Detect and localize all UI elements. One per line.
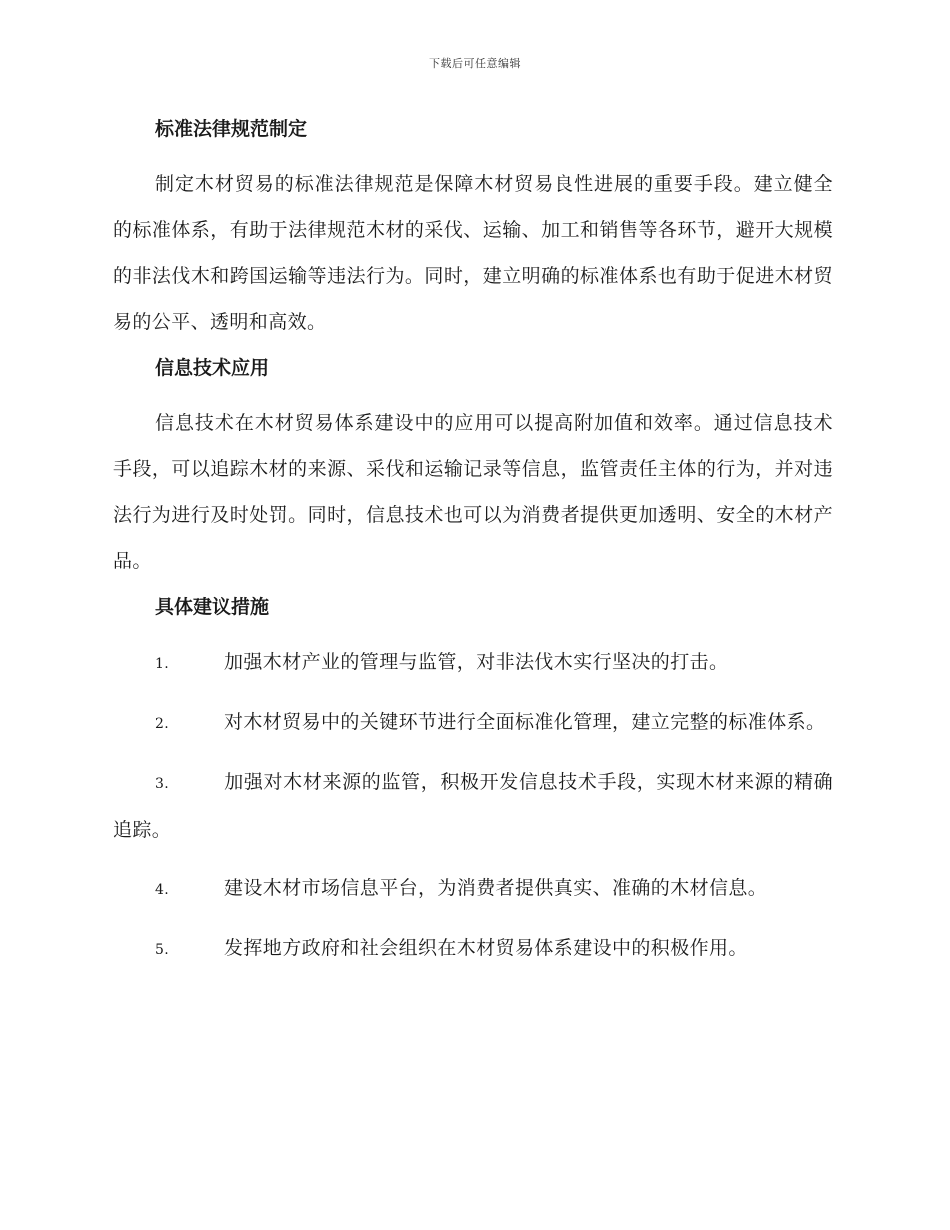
document-content: [113, 112, 833, 985]
list-item: [113, 865, 833, 913]
list-item-number: 3.: [155, 776, 170, 792]
section-heading-standards: 标准法律规范制定: [155, 118, 308, 140]
section-heading-measures: 具体建议措施: [155, 596, 270, 618]
list-item-number: 5.: [155, 942, 170, 958]
list-item-text: 建设木材市场信息平台，为消费者提供真实、准确的木材信息。: [224, 877, 768, 899]
list-item-text: 加强对木材来源的监管，积极开发信息技术手段，实现木材来源的精确追踪。: [113, 771, 833, 841]
list-item-number: 2.: [155, 716, 170, 732]
section-body-it: 信息技术在木材贸易体系建设中的应用可以提高附加值和效率。通过信息技术手段，可以追踪木材的来源、采伐和运输记录等信息，监管责任主体的行为，并对违法行为进行及时处罚。同时，信息技术也可以为消费者提供更加透明、安全的木材产品。: [113, 412, 833, 572]
measures-list: [113, 639, 833, 973]
section-body-standards: 制定木材贸易的标准法律规范是保障木材贸易良性进展的重要手段。建立健全的标准体系，有助于法律规范木材的采伐、运输、加工和销售等各环节，避开大规模的非法伐木和跨国运输等违法行为。同时，建立明确的标准体系也有助于促进木材贸易的公平、透明和高效。: [113, 173, 833, 333]
list-item: [113, 759, 833, 853]
list-item-number: 1.: [155, 656, 170, 672]
header-note: 下载后可任意编辑: [429, 57, 521, 70]
section-heading-it: 信息技术应用: [155, 357, 270, 379]
list-item-text: 对木材贸易中的关键环节进行全面标准化管理，建立完整的标准体系。: [224, 711, 826, 733]
list-item-text: 加强木材产业的管理与监管，对非法伐木实行坚决的打击。: [224, 651, 729, 673]
list-item: [113, 639, 833, 687]
list-item: [113, 699, 833, 747]
list-item-number: 4.: [155, 882, 170, 898]
list-item-text: 发挥地方政府和社会组织在木材贸易体系建设中的积极作用。: [224, 937, 748, 959]
list-item: [113, 925, 833, 973]
